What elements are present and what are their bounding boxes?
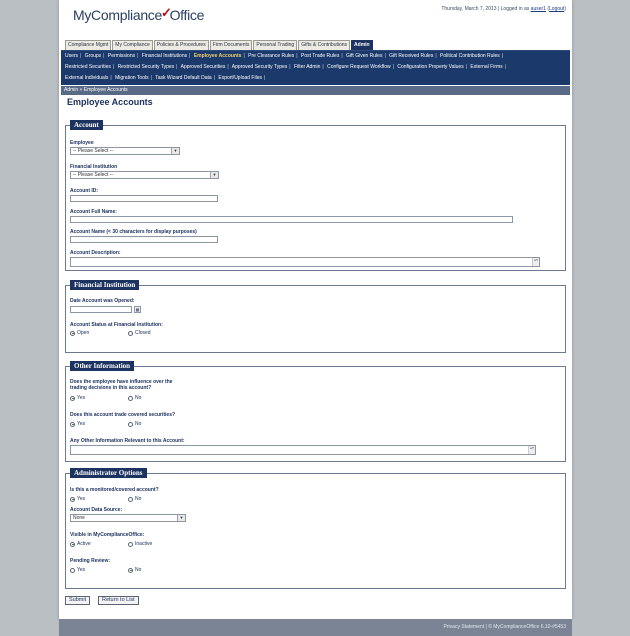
- radio-checked-icon: [70, 422, 75, 427]
- radio-checked-icon: [70, 331, 75, 336]
- subnav-configure-request-workflow[interactable]: Configure Request Workflow: [327, 64, 391, 70]
- tab-compliance-mgmt[interactable]: Compliance Mgmt: [65, 40, 111, 50]
- financial-institution-legend: Financial Institution: [70, 280, 139, 290]
- monitored-yes-label: Yes: [77, 496, 86, 502]
- account-description-textarea[interactable]: [70, 257, 540, 267]
- page-title: Employee Accounts: [67, 97, 153, 107]
- account-full-name-label: Account Full Name:: [70, 209, 117, 215]
- header: [59, 0, 572, 38]
- data-source-label: Account Data Source:: [70, 507, 123, 513]
- logo[interactable]: [73, 7, 204, 24]
- account-name-label: Account Name (< 30 characters for display purposes): [70, 229, 197, 235]
- radio-unchecked-icon: [128, 422, 133, 427]
- subnav-filter-admin[interactable]: Filter Admin: [294, 64, 321, 70]
- influence-yes-radio[interactable]: [70, 395, 85, 401]
- tab-policies[interactable]: Policies & Procedures: [154, 40, 209, 50]
- radio-checked-icon: [70, 396, 75, 401]
- other-information-legend: Other Information: [70, 361, 134, 371]
- logged-in-prefix: | Logged in as: [497, 6, 530, 12]
- data-source-select-value: None: [73, 515, 85, 521]
- monitored-no-label: No: [135, 496, 142, 502]
- other-info-label: Any Other Information Relevant to this Account:: [70, 438, 185, 444]
- subnav-approved-securities[interactable]: Approved Securities: [180, 64, 226, 70]
- tab-my-compliance[interactable]: My Compliance: [112, 40, 152, 50]
- date-opened-input[interactable]: [70, 306, 132, 313]
- visible-label: Visible in MyComplianceOffice:: [70, 532, 145, 538]
- status-closed-radio[interactable]: [128, 330, 151, 336]
- account-id-label: Account ID:: [70, 188, 99, 194]
- other-info-textarea[interactable]: [70, 445, 536, 455]
- tab-admin[interactable]: Admin: [351, 40, 373, 50]
- current-date: Thursday, March 7, 2013: [441, 6, 497, 12]
- subnav-employee-accounts[interactable]: Employee Accounts: [193, 53, 242, 59]
- return-to-list-button[interactable]: Return to List: [98, 596, 139, 605]
- subnav-export-upload-files[interactable]: Export/Upload Files: [218, 75, 262, 81]
- pending-no-label: No: [135, 567, 142, 573]
- tab-personal-trading[interactable]: Personal Trading: [253, 40, 297, 50]
- user-link[interactable]: auser1: [530, 6, 546, 12]
- influence-yes-label: Yes: [77, 395, 86, 401]
- account-name-input[interactable]: [70, 236, 218, 243]
- monitored-label: Is this a monitored/covered account?: [70, 487, 159, 493]
- date-opened-label: Date Account was Opened:: [70, 298, 135, 304]
- other-information-fieldset: [65, 362, 566, 462]
- employee-select[interactable]: [70, 147, 180, 155]
- subnav-restricted-securities[interactable]: Restricted Securities: [65, 64, 111, 70]
- page: [59, 0, 572, 630]
- subnav-migration-tools[interactable]: Migration Tools: [115, 75, 149, 81]
- radio-unchecked-icon: [128, 497, 133, 502]
- logo-check-icon: ✓: [161, 5, 172, 20]
- covered-securities-label: Does this account trade covered securities?: [70, 412, 176, 418]
- radio-checked-icon: [70, 497, 75, 502]
- account-description-label: Account Description:: [70, 250, 121, 256]
- submit-button[interactable]: Submit: [65, 596, 90, 605]
- covered-no-label: No: [135, 421, 142, 427]
- logo-text-b: Office: [169, 7, 205, 23]
- subnav-task-wizard-default-data[interactable]: Task Wizard Default Data: [155, 75, 212, 81]
- subnav-political-contribution-rules[interactable]: Political Contribution Rules: [440, 53, 500, 59]
- financial-institution-select-value: -- Please Select --: [73, 172, 114, 178]
- employee-label: Employee: [70, 140, 94, 146]
- subnav-external-individuals[interactable]: External Individuals: [65, 75, 109, 81]
- subnav-financial-institutions[interactable]: Financial Institutions: [141, 53, 188, 59]
- chevron-down-icon: ▼: [210, 172, 218, 178]
- calendar-icon[interactable]: ▦: [135, 307, 140, 312]
- radio-unchecked-icon: [70, 568, 75, 573]
- resize-grip-icon[interactable]: ▴▾: [532, 258, 539, 266]
- admin-subnav: [61, 50, 570, 85]
- data-source-select[interactable]: [70, 514, 186, 522]
- visible-inactive-label: Inactive: [135, 541, 153, 547]
- covered-no-radio[interactable]: [128, 421, 141, 427]
- influence-label: [70, 379, 173, 391]
- financial-institution-select[interactable]: [70, 171, 219, 179]
- influence-no-label: No: [135, 395, 142, 401]
- tab-firm-documents[interactable]: Firm Documents: [210, 40, 253, 50]
- chevron-down-icon: ▼: [177, 515, 185, 521]
- main-tabs: [65, 40, 374, 50]
- radio-unchecked-icon: [128, 396, 133, 401]
- financial-institution-label: Financial Institution: [70, 164, 118, 170]
- administrator-options-legend: Administrator Options: [70, 468, 147, 478]
- user-line: Thursday, March 7, 2013 | Logged in as auser1 (Logout): [441, 6, 566, 12]
- radio-unchecked-icon: [128, 331, 133, 336]
- pending-review-label: Pending Review:: [70, 558, 111, 564]
- breadcrumb: Admin » Employee Accounts: [61, 86, 570, 95]
- radio-unchecked-icon: [128, 542, 133, 547]
- logo-text-a: MyCompliance: [73, 7, 162, 23]
- chevron-down-icon: ▼: [171, 148, 179, 154]
- resize-grip-icon[interactable]: ▴▾: [528, 446, 535, 454]
- financial-institution-fieldset: [65, 281, 566, 353]
- monitored-no-radio[interactable]: [128, 496, 141, 502]
- visible-inactive-radio[interactable]: [128, 541, 152, 547]
- subnav-row-3: External Individuals | Migration Tools | Task Wizard Default Data | Export/Upload Files |: [65, 75, 266, 81]
- employee-select-value: -- Please Select --: [73, 148, 114, 154]
- subnav-permissions[interactable]: Permissions: [107, 53, 136, 59]
- subnav-configuration-property-values[interactable]: Configuration Property Values: [397, 64, 464, 70]
- radio-checked-icon: [70, 542, 75, 547]
- subnav-restricted-security-types[interactable]: Restricted Security Types: [117, 64, 175, 70]
- monitored-yes-radio[interactable]: [70, 496, 85, 502]
- subnav-gift-received-rules[interactable]: Gift Received Rules: [389, 53, 434, 59]
- tab-gifts-contributions[interactable]: Gifts & Contributions: [298, 40, 350, 50]
- subnav-row-2: Restricted Securities | Restricted Security Types | Approved Securities | Approved Security Types | Filter Admin | Configure Request Workflow | Configuration Property Values | External Firms |: [65, 64, 506, 70]
- status-open-label: Open: [77, 330, 90, 336]
- visible-active-radio[interactable]: [70, 541, 91, 547]
- account-full-name-input[interactable]: [70, 216, 513, 223]
- status-open-radio[interactable]: [70, 330, 89, 336]
- pending-no-radio[interactable]: [128, 567, 141, 573]
- footer-text[interactable]: Privacy Statement | © MyComplianceOffice 6.10-#5453: [443, 624, 566, 630]
- footer: [59, 619, 572, 636]
- influence-label-line-1: Does the employee have influence over the: [70, 379, 173, 385]
- account-legend: Account: [70, 120, 103, 130]
- account-fieldset: [65, 121, 566, 271]
- covered-yes-label: Yes: [77, 421, 86, 427]
- logout-link[interactable]: Logout: [549, 6, 565, 12]
- account-status-label: Account Status at Financial Institution:: [70, 322, 163, 328]
- visible-active-label: Active: [77, 541, 91, 547]
- subnav-post-trade-rules[interactable]: Post Trade Rules: [300, 53, 340, 59]
- influence-no-radio[interactable]: [128, 395, 141, 401]
- subnav-external-firms[interactable]: External Firms: [470, 64, 503, 70]
- subnav-gift-given-rules[interactable]: Gift Given Rules: [346, 53, 383, 59]
- pending-yes-label: Yes: [77, 567, 86, 573]
- administrator-options-fieldset: [65, 469, 566, 589]
- subnav-approved-security-types[interactable]: Approved Security Types: [231, 64, 288, 70]
- status-closed-label: Closed: [135, 330, 151, 336]
- account-id-input[interactable]: [70, 195, 218, 202]
- subnav-pre-clearance-rules[interactable]: Pre Clearance Rules: [248, 53, 295, 59]
- radio-checked-icon: [128, 568, 133, 573]
- subnav-users[interactable]: Users: [65, 53, 79, 59]
- influence-label-line-2: trading decisions in this account?: [70, 385, 152, 391]
- subnav-groups[interactable]: Groups: [84, 53, 102, 59]
- pending-yes-radio[interactable]: [70, 567, 85, 573]
- subnav-row-1: Users | Groups | Permissions | Financial Institutions | Employee Accounts | Pre Clearance Rules | Post Trade Rules | Gift Given Rules | Gift Received Rules | Political Contribution Rules |: [65, 53, 504, 59]
- covered-yes-radio[interactable]: [70, 421, 85, 427]
